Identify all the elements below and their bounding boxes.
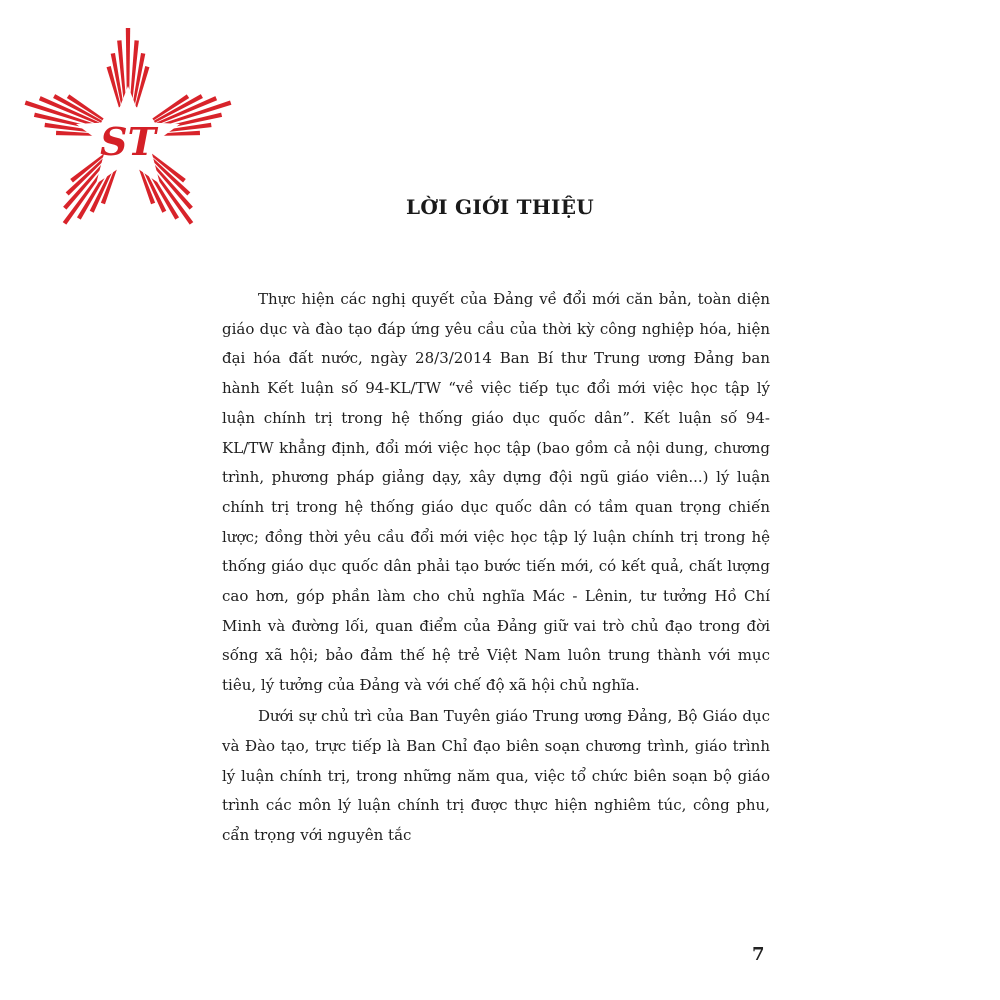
page-number: 7 [752,944,765,965]
body-text [222,285,770,852]
logo-text: ST [100,119,156,164]
paragraph: Thực hiện các nghị quyết của Đảng về đổi mới căn bản, toàn diện giáo dục và đào tạo đáp ứng yêu cầu của thời kỳ công nghiệp hóa, hiện đại hóa đất nước, ngày 28/3/2014 Ban Bí thư Trung ương Đảng ban hành Kết luận số 94-KL/TW “về việc tiếp tục đổi mới việc học tập lý luận chính trị trong hệ thống giáo dục quốc dân”. Kết luận số 94-KL/TW khẳng định, đổi mới việc học tập (bao gồm cả nội dung, chương trình, phương pháp giảng dạy, xây dựng đội ngũ giáo viên...) lý luận chính trị trong hệ thống giáo dục quốc dân có tầm quan trọng chiến lược; đồng thời yêu cầu đổi mới việc học tập lý luận chính trị trong hệ thống giáo dục quốc dân phải tạo bước tiến mới, có kết quả, chất lượng cao hơn, góp phần làm cho chủ nghĩa Mác - Lênin, tư tưởng Hồ Chí Minh và đường lối, quan điểm của Đảng giữ vai trò chủ đạo trong đời sống xã hội; bảo đảm thế hệ trẻ Việt Nam luôn trung thành với mục tiêu, lý tưởng của Đảng và với chế độ xã hội chủ nghĩa. [222,290,770,695]
page-title: LỜI GIỚI THIỆU [406,195,594,219]
paragraph: Dưới sự chủ trì của Ban Tuyên giáo Trung ương Đảng, Bộ Giáo dục và Đào tạo, trực tiếp là Ban Chỉ đạo biên soạn chương trình, giáo trình lý luận chính trị, trong những năm qua, việc tổ chức biên soạn bộ giáo trình các môn lý luận chính trị được thực hiện nghiêm túc, công phu, cẩn trọng với nguyên tắc [222,707,770,845]
